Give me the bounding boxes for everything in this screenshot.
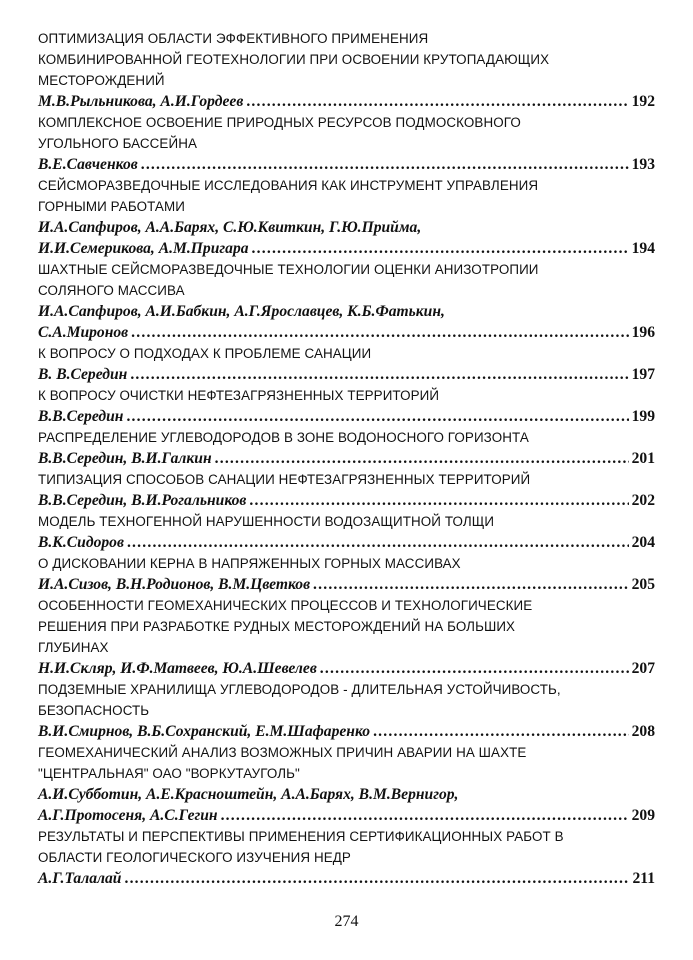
entry-authors: В.В.Середин xyxy=(38,408,124,425)
entry-author-line-with-page xyxy=(38,721,655,742)
entry-title-line: ОСОБЕННОСТИ ГЕОМЕХАНИЧЕСКИХ ПРОЦЕССОВ И ТЕХНОЛОГИЧЕСКИЕ xyxy=(38,598,533,613)
entry-title-line: КОМБИНИРОВАННОЙ ГЕОТЕХНОЛОГИИ ПРИ ОСВОЕНИИ КРУТОПАДАЮЩИХ xyxy=(38,52,550,67)
entry-title-line: КОМПЛЕКСНОЕ ОСВОЕНИЕ ПРИРОДНЫХ РЕСУРСОВ ПОДМОСКОВНОГО xyxy=(38,115,521,130)
dot-leader xyxy=(131,322,628,343)
entry-author-line-with-page xyxy=(38,448,655,469)
entry-title-line: МЕСТОРОЖДЕНИЙ xyxy=(38,73,165,88)
entry-page-number: 196 xyxy=(631,324,655,341)
entry-page-number: 207 xyxy=(631,660,655,677)
toc-entry xyxy=(38,595,655,679)
entry-title-line: ОПТИМИЗАЦИЯ ОБЛАСТИ ЭФФЕКТИВНОГО ПРИМЕНЕНИЯ xyxy=(38,31,429,46)
entry-authors: В. В.Середин xyxy=(38,366,128,383)
entry-title-line: РЕЗУЛЬТАТЫ И ПЕРСПЕКТИВЫ ПРИМЕНЕНИЯ СЕРТИФИКАЦИОННЫХ РАБОТ В xyxy=(38,829,564,844)
entry-title-line: ГОРНЫМИ РАБОТАМИ xyxy=(38,199,185,214)
entry-authors: М.В.Рыльникова, А.И.Гордеев xyxy=(38,93,244,110)
dot-leader xyxy=(127,532,629,553)
entry-authors: А.Г.Протосеня, А.С.Гегин xyxy=(38,807,218,824)
dot-leader xyxy=(126,406,628,427)
entry-author-line-with-page xyxy=(38,532,655,553)
entry-author-line-with-page xyxy=(38,658,655,679)
entry-title-line: ОБЛАСТИ ГЕОЛОГИЧЕСКОГО ИЗУЧЕНИЯ НЕДР xyxy=(38,850,351,865)
toc-entry xyxy=(38,385,655,427)
entry-page-number: 208 xyxy=(631,723,655,740)
entry-title-line: ШАХТНЫЕ СЕЙСМОРАЗВЕДОЧНЫЕ ТЕХНОЛОГИИ ОЦЕНКИ АНИЗОТРОПИИ xyxy=(38,262,539,277)
entry-authors-line: А.И.Субботин, А.Е.Красноштейн, А.А.Барях, В.М.Вернигор, xyxy=(38,786,459,803)
entry-authors: С.А.Миронов xyxy=(38,324,129,341)
dot-leader xyxy=(246,91,628,112)
entry-page-number: 211 xyxy=(632,870,655,887)
entry-author-line-with-page xyxy=(38,406,655,427)
toc-entry xyxy=(38,553,655,595)
entry-title-line: К ВОПРОСУ ОЧИСТКИ НЕФТЕЗАГРЯЗНЕННЫХ ТЕРРИТОРИЙ xyxy=(38,388,440,403)
entry-page-number: 205 xyxy=(631,576,655,593)
toc-entry xyxy=(38,259,655,343)
entry-title-line: УГОЛЬНОГО БАССЕЙНА xyxy=(38,136,197,151)
entry-title-line: "ЦЕНТРАЛЬНАЯ" ОАО "ВОРКУТАУГОЛЬ" xyxy=(38,766,300,781)
entry-title-line: ГЛУБИНАХ xyxy=(38,640,109,655)
entry-authors: И.А.Сизов, В.Н.Родионов, В.М.Цветков xyxy=(38,576,311,593)
entry-title-line: К ВОПРОСУ О ПОДХОДАХ К ПРОБЛЕМЕ САНАЦИИ xyxy=(38,346,372,361)
entry-author-line-with-page xyxy=(38,91,655,112)
entry-title-line: ПОДЗЕМНЫЕ ХРАНИЛИЩА УГЛЕВОДОРОДОВ - ДЛИТЕЛЬНАЯ УСТОЙЧИВОСТЬ, xyxy=(38,682,561,697)
dot-leader xyxy=(252,238,629,259)
entry-authors: В.К.Сидоров xyxy=(38,534,124,551)
dot-leader xyxy=(320,658,629,679)
entry-author-line-with-page xyxy=(38,154,655,175)
page-number: 274 xyxy=(334,913,359,930)
toc-entry xyxy=(38,343,655,385)
dot-leader xyxy=(215,448,629,469)
dot-leader xyxy=(124,868,629,889)
toc-entry xyxy=(38,826,655,889)
entry-author-line-with-page xyxy=(38,490,655,511)
entry-authors: Н.И.Скляр, И.Ф.Матвеев, Ю.А.Шевелев xyxy=(38,660,317,677)
entry-title-line: СОЛЯНОГО МАССИВА xyxy=(38,283,185,298)
entry-authors-line: И.А.Сапфиров, А.А.Барях, С.Ю.Квиткин, Г.Ю.Прийма, xyxy=(38,219,422,236)
entry-page-number: 202 xyxy=(631,492,655,509)
toc-entry xyxy=(38,511,655,553)
dot-leader xyxy=(221,805,629,826)
dot-leader xyxy=(249,490,628,511)
entry-page-number: 201 xyxy=(631,450,655,467)
entry-page-number: 194 xyxy=(631,240,655,257)
entry-authors: В.И.Смирнов, В.Б.Сохранский, Е.М.Шафаренко xyxy=(38,723,371,740)
dot-leader xyxy=(373,721,629,742)
entry-title-line: ТИПИЗАЦИЯ СПОСОБОВ САНАЦИИ НЕФТЕЗАГРЯЗНЕННЫХ ТЕРРИТОРИЙ xyxy=(38,472,531,487)
entry-page-number: 209 xyxy=(631,807,655,824)
entry-page-number: 199 xyxy=(631,408,655,425)
entry-title-line: ГЕОМЕХАНИЧЕСКИЙ АНАЛИЗ ВОЗМОЖНЫХ ПРИЧИН АВАРИИ НА ШАХТЕ xyxy=(38,745,527,760)
entry-author-line-with-page xyxy=(38,868,655,889)
toc-entry xyxy=(38,427,655,469)
entry-author-line-with-page xyxy=(38,364,655,385)
entry-title-line: СЕЙСМОРАЗВЕДОЧНЫЕ ИССЛЕДОВАНИЯ КАК ИНСТРУМЕНТ УПРАВЛЕНИЯ xyxy=(38,178,539,193)
toc-entry xyxy=(38,742,655,826)
entry-page-number: 193 xyxy=(631,156,655,173)
toc-entry xyxy=(38,469,655,511)
toc-entry xyxy=(38,112,655,175)
entry-authors: А.Г.Талалай xyxy=(38,870,122,887)
toc-entry xyxy=(38,679,655,742)
entry-authors: И.И.Семерикова, А.М.Пригара xyxy=(38,240,249,257)
entry-title-line: РЕШЕНИЯ ПРИ РАЗРАБОТКЕ РУДНЫХ МЕСТОРОЖДЕНИЙ НА БОЛЬШИХ xyxy=(38,619,516,634)
entry-title-line: БЕЗОПАСНОСТЬ xyxy=(38,703,150,718)
entry-authors: В.В.Середин, В.И.Рогальников xyxy=(38,492,247,509)
entry-authors: В.В.Середин, В.И.Галкин xyxy=(38,450,212,467)
entry-authors: В.Е.Савченков xyxy=(38,156,138,173)
table-of-contents xyxy=(38,28,655,889)
entry-author-line-with-page xyxy=(38,322,655,343)
entry-author-line-with-page xyxy=(38,238,655,259)
entry-page-number: 204 xyxy=(631,534,655,551)
dot-leader xyxy=(313,574,629,595)
entry-author-line-with-page xyxy=(38,805,655,826)
entry-page-number: 192 xyxy=(631,93,655,110)
dot-leader xyxy=(130,364,628,385)
entry-title-line: МОДЕЛЬ ТЕХНОГЕННОЙ НАРУШЕННОСТИ ВОДОЗАЩИТНОЙ ТОЛЩИ xyxy=(38,514,495,529)
entry-title-line: О ДИСКОВАНИИ КЕРНА В НАПРЯЖЕННЫХ ГОРНЫХ МАССИВАХ xyxy=(38,556,461,571)
entry-title-line: РАСПРЕДЕЛЕНИЕ УГЛЕВОДОРОДОВ В ЗОНЕ ВОДОНОСНОГО ГОРИЗОНТА xyxy=(38,430,529,445)
dot-leader xyxy=(141,154,629,175)
entry-author-line-with-page xyxy=(38,574,655,595)
toc-entry xyxy=(38,28,655,112)
entry-authors-line: И.А.Сапфиров, А.И.Бабкин, А.Г.Ярославцев, К.Б.Фатькин, xyxy=(38,303,445,320)
entry-page-number: 197 xyxy=(631,366,655,383)
toc-entry xyxy=(38,175,655,259)
